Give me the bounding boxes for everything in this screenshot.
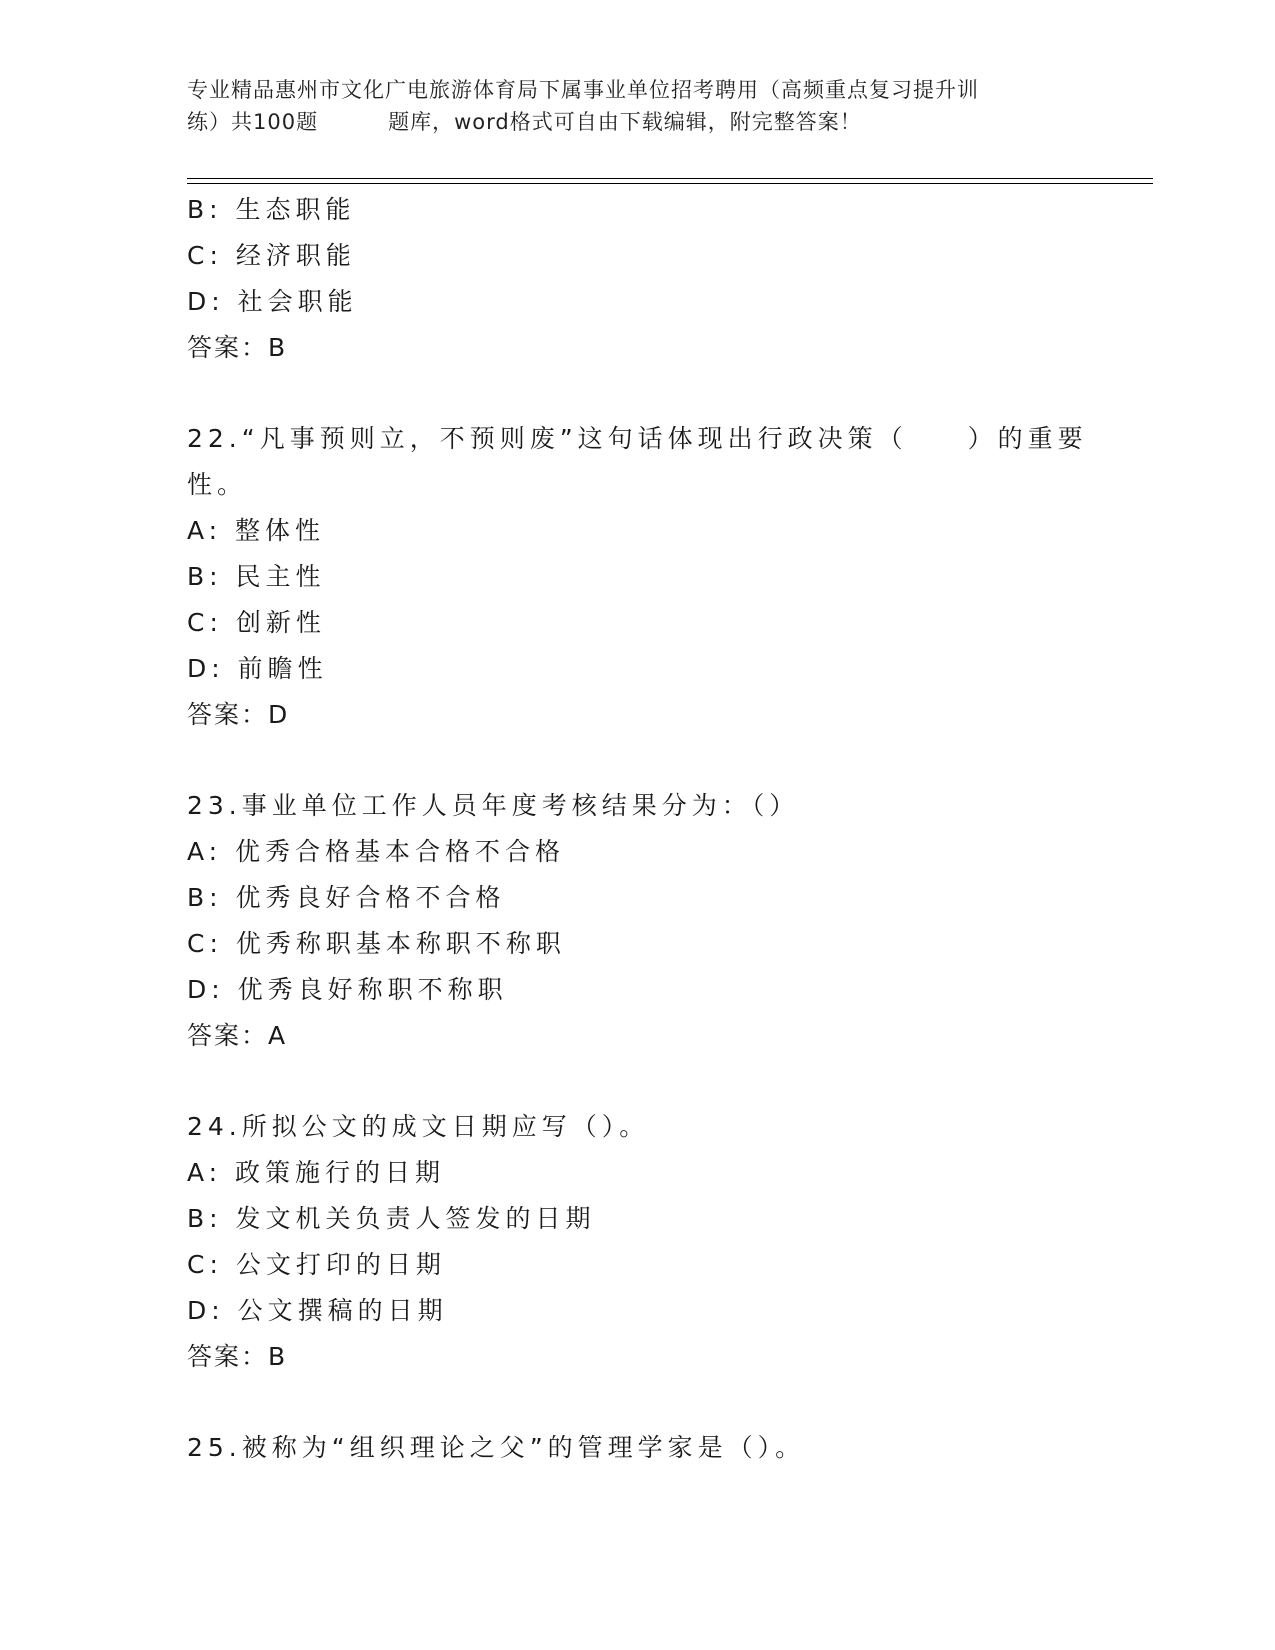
option-c: C: 公文打印的日期 <box>187 1250 446 1279</box>
option-b: B: 生态职能 <box>187 195 356 224</box>
option-c: C: 经济职能 <box>187 241 356 270</box>
document-header <box>187 74 1087 138</box>
option-b: B: 民主性 <box>187 562 326 591</box>
option-c: C: 创新性 <box>187 608 326 637</box>
option-d: D: 优秀良好称职不称职 <box>187 975 508 1004</box>
answer-line: 答案：D <box>187 700 290 729</box>
answer-line: 答案：A <box>187 1021 288 1050</box>
question-spacer <box>187 371 1087 416</box>
question-stem: 22.“凡事预则立，不预则废”这句话体现出行政决策（ ）的重要 <box>187 424 1088 453</box>
question-23 <box>187 783 1087 1059</box>
option-a: A: 优秀合格基本合格不合格 <box>187 837 566 866</box>
option-a: A: 政策施行的日期 <box>187 1158 446 1187</box>
question-stem: 25.被称为“组织理论之父”的管理学家是（）。 <box>187 1433 806 1462</box>
header-line-2-part-a: 练）共100题 <box>187 110 319 134</box>
question-21-continued <box>187 187 1087 371</box>
header-line-2-part-b: 题库，word格式可自由下载编辑，附完整答案！ <box>388 110 862 134</box>
question-stem-continued: 性。 <box>187 470 248 499</box>
question-content <box>187 187 1087 1471</box>
option-b: B: 发文机关负责人签发的日期 <box>187 1204 596 1233</box>
option-d: D: 前瞻性 <box>187 654 328 683</box>
question-spacer <box>187 738 1087 783</box>
header-rule-top <box>187 178 1153 179</box>
question-spacer <box>187 1059 1087 1104</box>
question-stem: 23.事业单位工作人员年度考核结果分为：（） <box>187 791 800 820</box>
option-c: C: 优秀称职基本称职不称职 <box>187 929 566 958</box>
answer-line: 答案：B <box>187 333 288 362</box>
header-rule-bottom <box>187 183 1153 184</box>
question-stem: 24.所拟公文的成文日期应写（）。 <box>187 1112 650 1141</box>
question-24 <box>187 1104 1087 1380</box>
question-25 <box>187 1425 1087 1471</box>
option-d: D: 社会职能 <box>187 287 358 316</box>
option-a: A: 整体性 <box>187 516 326 545</box>
answer-line: 答案：B <box>187 1342 288 1371</box>
option-d: D: 公文撰稿的日期 <box>187 1296 448 1325</box>
question-22 <box>187 416 1087 738</box>
header-line-2 <box>187 106 1087 138</box>
header-line-1: 专业精品惠州市文化广电旅游体育局下属事业单位招考聘用（高频重点复习提升训 <box>187 78 979 102</box>
option-b: B: 优秀良好合格不合格 <box>187 883 506 912</box>
question-spacer <box>187 1380 1087 1425</box>
